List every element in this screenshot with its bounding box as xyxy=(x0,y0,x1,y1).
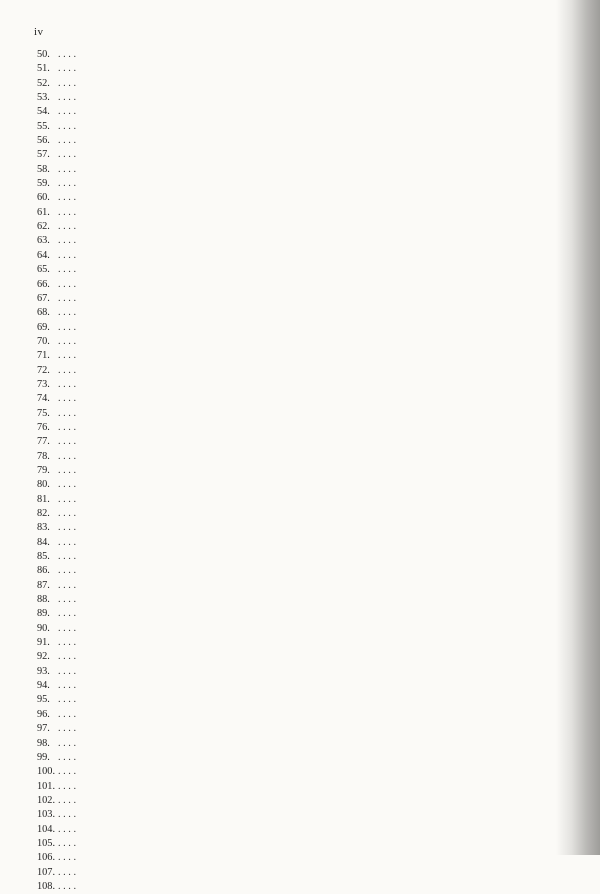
entry-number: 51. xyxy=(37,63,50,75)
leader-dots: . . . . xyxy=(58,794,77,806)
leader-dots: . . . . xyxy=(58,622,77,634)
list-item xyxy=(0,550,600,564)
list-item xyxy=(0,77,600,91)
list-item xyxy=(0,450,600,464)
list-item xyxy=(0,292,600,306)
leader-dots: . . . . xyxy=(58,479,77,491)
leader-dots: . . . . xyxy=(58,249,77,261)
leader-dots: . . . . xyxy=(58,565,77,577)
entry-number: 90. xyxy=(37,622,50,634)
leader-dots: . . . . xyxy=(58,708,77,720)
list-item xyxy=(0,866,600,880)
leader-dots: . . . . xyxy=(58,436,77,448)
leader-dots: . . . . xyxy=(58,751,77,763)
entry-number: 63. xyxy=(37,235,50,247)
leader-dots: . . . . xyxy=(58,450,77,462)
list-item xyxy=(0,536,600,550)
list-item xyxy=(0,650,600,664)
list-item xyxy=(0,823,600,837)
list-item xyxy=(0,765,600,779)
leader-dots: . . . . xyxy=(58,407,77,419)
list-item xyxy=(0,679,600,693)
entry-number: 67. xyxy=(37,292,50,304)
entry-number: 74. xyxy=(37,393,50,405)
leader-dots: . . . . xyxy=(58,651,77,663)
entry-number: 69. xyxy=(37,321,50,333)
leader-dots: . . . . xyxy=(58,421,77,433)
table-of-contents-list xyxy=(0,48,600,894)
list-item xyxy=(0,493,600,507)
entry-number: 59. xyxy=(37,178,50,190)
leader-dots: . . . . xyxy=(58,694,77,706)
list-item xyxy=(0,407,600,421)
entry-number: 99. xyxy=(37,751,50,763)
entry-number: 62. xyxy=(37,221,50,233)
entry-number: 97. xyxy=(37,723,50,735)
list-item xyxy=(0,464,600,478)
leader-dots: . . . . xyxy=(58,866,77,878)
leader-dots: . . . . xyxy=(58,680,77,692)
entry-number: 71. xyxy=(37,350,50,362)
list-item xyxy=(0,91,600,105)
list-item xyxy=(0,263,600,277)
entry-number: 85. xyxy=(37,551,50,563)
list-item xyxy=(0,120,600,134)
leader-dots: . . . . xyxy=(58,393,77,405)
list-item xyxy=(0,364,600,378)
leader-dots: . . . . xyxy=(58,637,77,649)
list-item xyxy=(0,808,600,822)
entry-number: 81. xyxy=(37,493,50,505)
leader-dots: . . . . xyxy=(58,737,77,749)
entry-number: 70. xyxy=(37,335,50,347)
list-item xyxy=(0,780,600,794)
entry-number: 94. xyxy=(37,680,50,692)
leader-dots: . . . . xyxy=(58,350,77,362)
leader-dots: . . . . xyxy=(58,551,77,563)
list-item xyxy=(0,693,600,707)
leader-dots: . . . . xyxy=(58,837,77,849)
entry-number: 95. xyxy=(37,694,50,706)
leader-dots: . . . . xyxy=(58,278,77,290)
list-item xyxy=(0,206,600,220)
list-item xyxy=(0,249,600,263)
list-item xyxy=(0,220,600,234)
leader-dots: . . . . xyxy=(58,321,77,333)
list-item xyxy=(0,435,600,449)
leader-dots: . . . . xyxy=(58,852,77,864)
entry-number: 65. xyxy=(37,264,50,276)
leader-dots: . . . . xyxy=(58,335,77,347)
leader-dots: . . . . xyxy=(58,120,77,132)
list-item xyxy=(0,593,600,607)
entry-number: 86. xyxy=(37,565,50,577)
entry-number: 50. xyxy=(37,49,50,60)
entry-number: 78. xyxy=(37,450,50,462)
list-item xyxy=(0,880,600,894)
entry-number: 61. xyxy=(37,206,50,218)
list-item xyxy=(0,507,600,521)
leader-dots: . . . . xyxy=(58,823,77,835)
list-item xyxy=(0,163,600,177)
entry-number: 73. xyxy=(37,378,50,390)
entry-number: 105. xyxy=(37,837,56,849)
leader-dots: . . . . xyxy=(58,235,77,247)
entry-number: 101. xyxy=(37,780,56,792)
leader-dots: . . . . xyxy=(58,149,77,161)
leader-dots: . . . . xyxy=(58,106,77,118)
list-item xyxy=(0,607,600,621)
leader-dots: . . . . xyxy=(58,508,77,519)
entry-number: 54. xyxy=(37,106,50,118)
entry-number: 56. xyxy=(37,135,50,147)
entry-number: 88. xyxy=(37,594,50,606)
list-item xyxy=(0,321,600,335)
list-item xyxy=(0,622,600,636)
entry-number: 64. xyxy=(37,249,50,261)
leader-dots: . . . . xyxy=(58,307,77,319)
list-item xyxy=(0,335,600,349)
list-item xyxy=(0,851,600,865)
leader-dots: . . . . xyxy=(58,63,77,75)
entry-number: 93. xyxy=(37,665,50,677)
leader-dots: . . . . xyxy=(58,364,77,376)
list-item xyxy=(0,134,600,148)
entry-number: 106. xyxy=(37,852,56,864)
entry-number: 89. xyxy=(37,608,50,620)
list-item xyxy=(0,722,600,736)
leader-dots: . . . . xyxy=(58,378,77,390)
list-item xyxy=(0,392,600,406)
entry-number: 53. xyxy=(37,92,50,104)
leader-dots: . . . . xyxy=(58,77,77,89)
list-item xyxy=(0,62,600,76)
leader-dots: . . . . xyxy=(58,766,77,778)
entry-number: 84. xyxy=(37,536,50,548)
leader-dots: . . . . xyxy=(58,464,77,476)
list-item xyxy=(0,148,600,162)
leader-dots: . . . . xyxy=(58,608,77,620)
list-item xyxy=(0,105,600,119)
leader-dots: . . . . xyxy=(58,880,77,892)
entry-number: 100. xyxy=(37,766,56,778)
list-item xyxy=(0,378,600,392)
entry-number: 108. xyxy=(37,880,56,892)
leader-dots: . . . . xyxy=(58,221,77,233)
leader-dots: . . . . xyxy=(58,809,77,821)
list-item xyxy=(0,48,600,62)
list-item xyxy=(0,794,600,808)
list-item xyxy=(0,421,600,435)
list-item xyxy=(0,306,600,320)
entry-number: 55. xyxy=(37,120,50,132)
leader-dots: . . . . xyxy=(58,723,77,735)
leader-dots: . . . . xyxy=(58,192,77,204)
leader-dots: . . . . xyxy=(58,135,77,147)
list-item xyxy=(0,234,600,248)
entry-number: 79. xyxy=(37,464,50,476)
list-item xyxy=(0,579,600,593)
leader-dots: . . . . xyxy=(58,178,77,190)
leader-dots: . . . . xyxy=(58,594,77,606)
list-item xyxy=(0,521,600,535)
leader-dots: . . . . xyxy=(58,292,77,304)
entry-number: 77. xyxy=(37,436,50,448)
leader-dots: . . . . xyxy=(58,264,77,276)
leader-dots: . . . . xyxy=(58,780,77,792)
leader-dots: . . . . xyxy=(58,163,77,175)
entry-number: 60. xyxy=(37,192,50,204)
list-item xyxy=(0,751,600,765)
entry-number: 66. xyxy=(37,278,50,290)
list-item xyxy=(0,636,600,650)
entry-number: 104. xyxy=(37,823,56,835)
leader-dots: . . . . xyxy=(58,92,77,104)
entry-number: 82. xyxy=(37,508,50,519)
entry-number: 76. xyxy=(37,421,50,433)
list-item xyxy=(0,349,600,363)
entry-number: 98. xyxy=(37,737,50,749)
list-item xyxy=(0,564,600,578)
entry-number: 57. xyxy=(37,149,50,161)
entry-number: 91. xyxy=(37,637,50,649)
list-item xyxy=(0,665,600,679)
list-item xyxy=(0,278,600,292)
entry-number: 102. xyxy=(37,794,56,806)
entry-number: 92. xyxy=(37,651,50,663)
list-item xyxy=(0,837,600,851)
entry-number: 87. xyxy=(37,579,50,591)
list-item xyxy=(0,177,600,191)
list-item xyxy=(0,191,600,205)
entry-number: 58. xyxy=(37,163,50,175)
page-number: iv xyxy=(34,26,44,38)
leader-dots: . . . . xyxy=(58,579,77,591)
leader-dots: . . . . xyxy=(58,522,77,534)
leader-dots: . . . . xyxy=(58,665,77,677)
entry-number: 68. xyxy=(37,307,50,319)
entry-number: 75. xyxy=(37,407,50,419)
entry-number: 103. xyxy=(37,809,56,821)
entry-number: 52. xyxy=(37,77,50,89)
entry-number: 107. xyxy=(37,866,56,878)
leader-dots: . . . . xyxy=(58,49,77,60)
list-item xyxy=(0,478,600,492)
entry-number: 96. xyxy=(37,708,50,720)
leader-dots: . . . . xyxy=(58,206,77,218)
entry-number: 72. xyxy=(37,364,50,376)
leader-dots: . . . . xyxy=(58,493,77,505)
entry-number: 83. xyxy=(37,522,50,534)
list-item xyxy=(0,737,600,751)
list-item xyxy=(0,708,600,722)
entry-number: 80. xyxy=(37,479,50,491)
leader-dots: . . . . xyxy=(58,536,77,548)
